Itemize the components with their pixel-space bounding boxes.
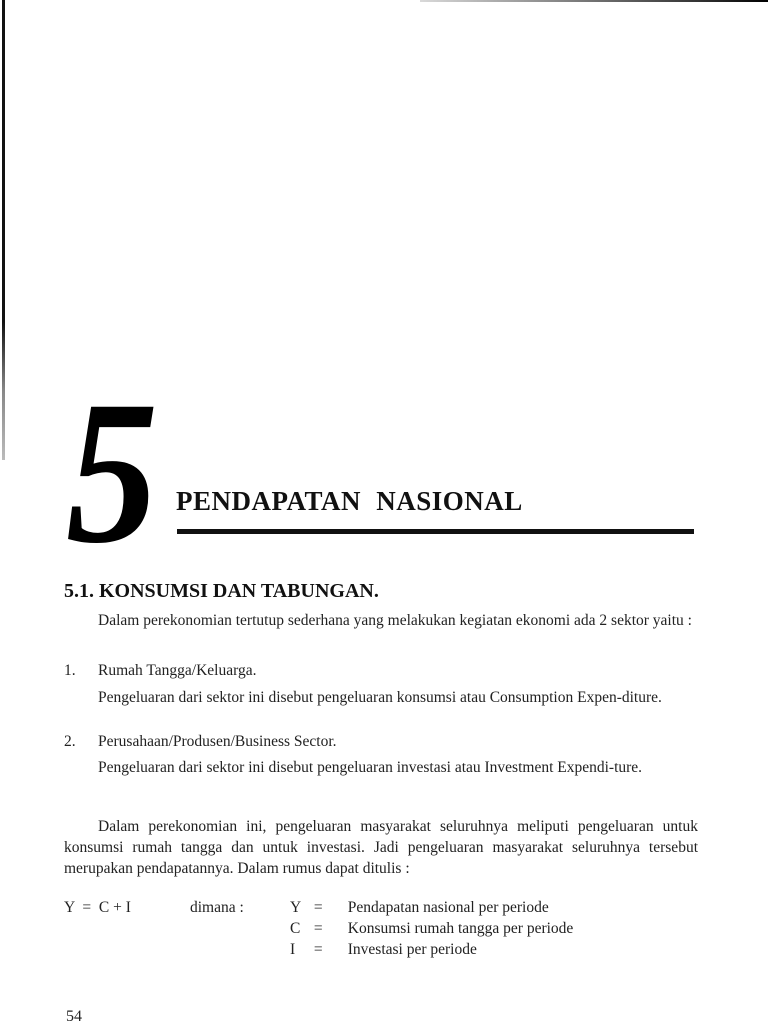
- formula-where-label: dimana :: [190, 899, 244, 916]
- definition-symbol: C: [290, 920, 301, 937]
- definition-meaning: Konsumsi rumah tangga per periode: [347, 920, 574, 937]
- scan-edge-top: [420, 0, 768, 2]
- definition-symbol: I: [290, 941, 296, 958]
- definition-meaning: Pendapatan nasional per periode: [347, 899, 549, 916]
- page-number: 54: [66, 1008, 82, 1025]
- list-description: Pengeluaran dari sektor ini disebut pengeluaran konsumsi atau Consumption Expen-diture.: [98, 689, 662, 706]
- section-heading: 5.1. KONSUMSI DAN TABUNGAN.: [64, 580, 379, 602]
- list-label: Rumah Tangga/Keluarga.: [98, 662, 257, 679]
- chapter-number: 5: [66, 359, 159, 586]
- definition-meaning: Investasi per periode: [347, 941, 477, 958]
- intro-paragraph: Dalam perekonomian tertutup sederhana yang melakukan kegiatan ekonomi ada 2 sektor yaitu :: [98, 612, 692, 629]
- formula-equation: Y = C + I: [64, 899, 131, 916]
- list-label: Perusahaan/Produsen/Business Sector.: [98, 733, 337, 750]
- definition-row-y: [290, 899, 549, 917]
- list-number: 2.: [64, 733, 76, 750]
- definition-row-i: [290, 941, 477, 959]
- definition-equals: =: [313, 899, 323, 916]
- definition-equals: =: [313, 941, 323, 958]
- list-number: 1.: [64, 662, 76, 679]
- definition-row-c: [290, 920, 573, 938]
- scan-edge-left: [2, 0, 5, 460]
- chapter-title-rule: [177, 529, 694, 534]
- body-paragraph: Dalam perekonomian ini, pengeluaran masyarakat seluruhnya meliputi pengeluaran untuk konsumsi rumah tangga dan untuk investasi. Jadi pengeluaran masyarakat seluruhnya tersebut merupakan pendapatannya. Dalam rumus dapat ditulis :: [64, 818, 698, 877]
- chapter-title: PENDAPATAN NASIONAL: [176, 486, 523, 516]
- list-description: Pengeluaran dari sektor ini disebut pengeluaran investasi atau Investment Expendi-ture.: [98, 759, 643, 776]
- definition-symbol: Y: [290, 899, 302, 916]
- definition-equals: =: [313, 920, 323, 937]
